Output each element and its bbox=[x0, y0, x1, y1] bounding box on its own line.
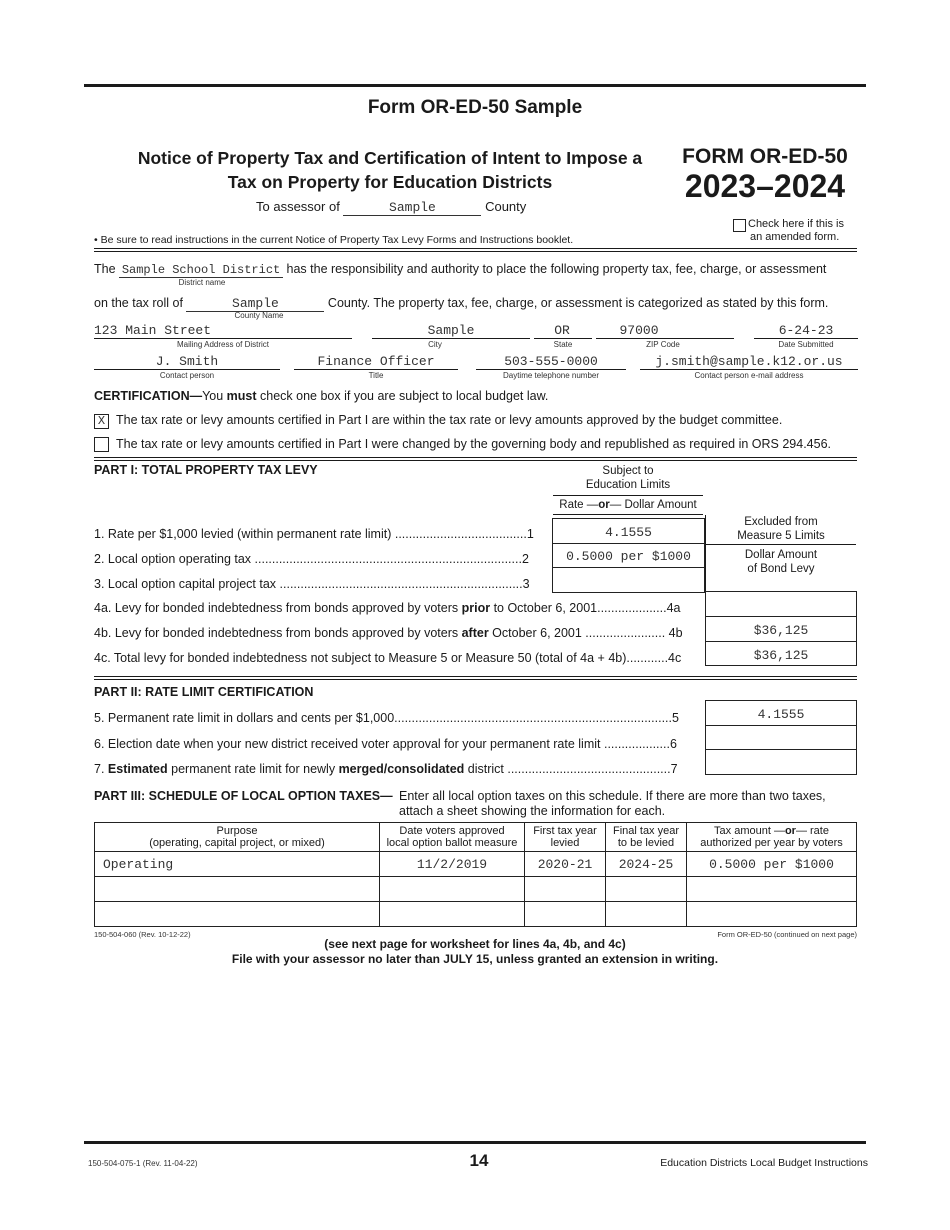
doc-number: 150-504-075-1 (Rev. 11-04-22) bbox=[88, 1159, 198, 1168]
row-date-cell[interactable] bbox=[380, 877, 525, 902]
form-number: 150-504-060 (Rev. 10-12-22) bbox=[94, 930, 191, 939]
rate-header-rule bbox=[553, 514, 703, 515]
county-suffix: County bbox=[485, 199, 527, 214]
city-field[interactable]: Sample bbox=[427, 323, 475, 338]
excluded-header-line2: Measure 5 Limits bbox=[737, 530, 825, 542]
tax-roll-suffix: County. The property tax, fee, charge, or assessment is categorized as stated by this form. bbox=[327, 296, 829, 310]
certification-option2-text: The tax rate or levy amounts certified in Part I were changed by the governing body and republished as required in ORS 294.456. bbox=[116, 437, 832, 451]
col-amount-header bbox=[687, 823, 857, 852]
notice-title-line2: Tax on Property for Education Districts bbox=[227, 172, 553, 192]
line7-mid: permanent rate limit for newly bbox=[167, 762, 339, 776]
bond-header-line2: of Bond Levy bbox=[747, 563, 815, 575]
email-underline bbox=[640, 369, 858, 370]
line7-num: 7. bbox=[94, 762, 108, 776]
zip-underline bbox=[596, 338, 734, 339]
county-name-caption: County Name bbox=[234, 311, 284, 320]
notice-title bbox=[120, 146, 660, 194]
row-date-cell[interactable] bbox=[380, 902, 525, 927]
certification-intro-b: check one box if you are subject to local budget law. bbox=[256, 389, 549, 403]
phone-underline bbox=[476, 369, 626, 370]
rate-header bbox=[553, 499, 703, 511]
line4a-label bbox=[94, 601, 680, 615]
schedule-header-row bbox=[95, 823, 857, 852]
col-amount-line2: authorized per year by voters bbox=[700, 837, 843, 849]
district-name-field[interactable]: Sample School District bbox=[119, 263, 283, 278]
row-amount-cell[interactable]: 0.5000 per $1000 bbox=[687, 852, 857, 877]
line4a-box bbox=[705, 591, 857, 617]
col-date-header bbox=[380, 823, 525, 852]
col-final-line2: to be levied bbox=[617, 837, 675, 849]
line4c-value[interactable]: $36,125 bbox=[753, 648, 809, 663]
state-underline bbox=[534, 338, 592, 339]
certification-option1-text: The tax rate or levy amounts certified in Part I are within the tax rate or levy amounts approved by the budget committee. bbox=[116, 413, 783, 427]
line7-box bbox=[705, 749, 857, 775]
amended-label-line2: an amended form. bbox=[750, 231, 840, 243]
col-date-line1: Date voters approved bbox=[399, 825, 505, 837]
excluded-header-line1: Excluded from bbox=[744, 516, 818, 528]
line5-value[interactable]: 4.1555 bbox=[757, 707, 805, 722]
phone-caption: Daytime telephone number bbox=[502, 371, 600, 380]
table-row bbox=[95, 877, 857, 902]
line4b-label bbox=[94, 626, 683, 640]
amended-checkbox[interactable] bbox=[733, 219, 746, 232]
part3-heading: PART III: SCHEDULE OF LOCAL OPTION TAXES— bbox=[94, 789, 393, 803]
responsibility-text: has the responsibility and authority to place the following property tax, fee, charge, or assessment bbox=[286, 262, 827, 276]
line7-end: district ...............................................7 bbox=[464, 762, 678, 776]
line6-label: 6. Election date when your new district received voter approval for your permanent rate limit ...................6 bbox=[94, 737, 677, 751]
line1-label: 1. Rate per $1,000 levied (within permanent rate limit) ......................................1 bbox=[94, 527, 534, 541]
phone-field[interactable]: 503-555-0000 bbox=[504, 354, 598, 369]
col-purpose-line2: (operating, capital project, or mixed) bbox=[149, 837, 325, 849]
excluded-header-rule bbox=[706, 544, 856, 545]
col-amount-a: Tax amount — bbox=[714, 825, 785, 837]
title-caption: Title bbox=[368, 371, 384, 380]
rate-header-b: — Dollar Amount bbox=[609, 499, 697, 511]
certification-intro bbox=[94, 389, 548, 403]
city-underline bbox=[372, 338, 530, 339]
certification-heading: CERTIFICATION— bbox=[94, 389, 203, 403]
mailing-address-field[interactable]: 123 Main Street bbox=[94, 323, 212, 338]
col-first-line2: levied bbox=[550, 837, 580, 849]
continued-note: Form OR-ED-50 (continued on next page) bbox=[717, 930, 857, 939]
booklet-title: Education Districts Local Budget Instructions bbox=[660, 1157, 868, 1169]
certification-option1-checkbox[interactable]: X bbox=[94, 414, 109, 429]
top-rule bbox=[84, 84, 866, 87]
certification-must: must bbox=[226, 389, 257, 403]
contact-person-caption: Contact person bbox=[159, 371, 215, 380]
amended-label-line1: Check here if this is bbox=[748, 218, 844, 230]
assessor-county-field[interactable]: Sample bbox=[343, 200, 481, 216]
col-first-line1: First tax year bbox=[533, 825, 597, 837]
mailing-address-caption: Mailing Address of District bbox=[176, 340, 270, 349]
form-name: FORM OR-ED-50 bbox=[682, 145, 848, 168]
row-date-cell[interactable]: 11/2/2019 bbox=[380, 852, 525, 877]
part3-intro-line2: attach a sheet showing the information for each. bbox=[399, 804, 666, 818]
state-caption: State bbox=[553, 340, 573, 349]
row-purpose-cell[interactable] bbox=[95, 877, 380, 902]
line1-value[interactable]: 4.1555 bbox=[605, 525, 652, 540]
to-assessor-prefix: To assessor of bbox=[256, 199, 340, 214]
row-purpose-cell[interactable] bbox=[95, 902, 380, 927]
line2-label: 2. Local option operating tax .............................................................................2 bbox=[94, 552, 529, 566]
to-assessor-line bbox=[256, 199, 526, 216]
state-field[interactable]: OR bbox=[554, 323, 570, 338]
line4b-value[interactable]: $36,125 bbox=[753, 623, 809, 638]
part3-intro-line1: Enter all local option taxes on this schedule. If there are more than two taxes, bbox=[399, 789, 826, 803]
bottom-rule bbox=[84, 1141, 866, 1144]
bond-header bbox=[706, 548, 856, 576]
row-final-cell[interactable]: 2024-25 bbox=[606, 852, 687, 877]
see-next-note: (see next page for worksheet for lines 4a, 4b, and 4c) bbox=[324, 937, 626, 951]
line4a-bold: prior bbox=[461, 601, 491, 615]
row-final-cell[interactable] bbox=[606, 877, 687, 902]
page-title: Form OR-ED-50 Sample bbox=[367, 97, 583, 118]
email-field[interactable]: j.smith@sample.k12.or.us bbox=[655, 354, 843, 369]
title-underline bbox=[294, 369, 458, 370]
line7-bold2: merged/consolidated bbox=[338, 762, 465, 776]
row-first-cell[interactable] bbox=[525, 902, 606, 927]
col-purpose-header bbox=[95, 823, 380, 852]
city-caption: City bbox=[428, 340, 442, 349]
line3-label: 3. Local option capital project tax ......................................................................3 bbox=[94, 577, 530, 591]
part1-heading: PART I: TOTAL PROPERTY TAX LEVY bbox=[94, 463, 318, 477]
contact-underline bbox=[94, 369, 280, 370]
title-field[interactable]: Finance Officer bbox=[317, 354, 435, 369]
double-rule-bottom bbox=[94, 251, 857, 252]
notice-title-line1: Notice of Property Tax and Certification of Intent to Impose a bbox=[137, 148, 643, 168]
address-underline bbox=[94, 338, 352, 339]
col-purpose-line1: Purpose bbox=[216, 825, 258, 837]
tax-roll-line bbox=[94, 296, 828, 312]
row-final-cell[interactable] bbox=[606, 902, 687, 927]
line5-label: 5. Permanent rate limit in dollars and cents per $1,000................................................................................5 bbox=[94, 711, 679, 725]
col-amount-line1 bbox=[689, 825, 854, 837]
col-final-header bbox=[606, 823, 687, 852]
date-submitted-field[interactable]: 6-24-23 bbox=[778, 323, 834, 338]
col-first-header bbox=[525, 823, 606, 852]
row-purpose-cell[interactable]: Operating bbox=[95, 852, 380, 877]
certification-option2-checkbox[interactable] bbox=[94, 437, 109, 452]
part2-rule-top bbox=[94, 676, 857, 677]
subject-header-line2: Education Limits bbox=[585, 479, 671, 491]
col-amount-or: or bbox=[784, 825, 796, 837]
table-row bbox=[95, 902, 857, 927]
bond-column-divider bbox=[705, 515, 706, 592]
district-name-caption: District name bbox=[178, 278, 226, 287]
line4a-a: 4a. Levy for bonded indebtedness from bonds approved by voters bbox=[94, 601, 462, 615]
district-the: The bbox=[94, 262, 116, 276]
row-first-cell[interactable]: 2020-21 bbox=[525, 852, 606, 877]
part3-intro bbox=[399, 789, 826, 819]
line7-label bbox=[94, 762, 678, 776]
subject-header-rule bbox=[553, 495, 703, 496]
instructions-note: • Be sure to read instructions in the current Notice of Property Tax Levy Forms and Instructions booklet. bbox=[94, 234, 574, 246]
line3-box bbox=[552, 567, 705, 593]
zip-field[interactable]: 97000 bbox=[619, 323, 659, 338]
row-first-cell[interactable] bbox=[525, 877, 606, 902]
page-number: 14 bbox=[469, 1151, 489, 1170]
line4b-a: 4b. Levy for bonded indebtedness from bonds approved by voters bbox=[94, 626, 462, 640]
certification-intro-a: You bbox=[202, 389, 227, 403]
date-underline bbox=[754, 338, 858, 339]
line4a-b: to October 6, 2001....................4a bbox=[490, 601, 681, 615]
line4b-b: October 6, 2001 ....................... 4b bbox=[488, 626, 683, 640]
district-line bbox=[94, 262, 826, 278]
contact-person-field[interactable]: J. Smith bbox=[155, 354, 219, 369]
local-option-schedule bbox=[94, 822, 857, 927]
file-with-note: File with your assessor no later than JULY 15, unless granted an extension in writing. bbox=[231, 952, 719, 966]
tax-roll-prefix: on the tax roll of bbox=[94, 296, 183, 310]
date-submitted-caption: Date Submitted bbox=[778, 340, 834, 349]
row-amount-cell[interactable] bbox=[687, 902, 857, 927]
subject-header bbox=[553, 464, 703, 492]
line4b-bold: after bbox=[461, 626, 489, 640]
line6-box bbox=[705, 725, 857, 750]
part1-rule-bottom bbox=[94, 460, 857, 461]
rate-header-a: Rate — bbox=[559, 499, 599, 511]
county-name-field[interactable]: Sample bbox=[186, 296, 324, 312]
double-rule-top bbox=[94, 248, 857, 249]
amended-label bbox=[748, 218, 844, 244]
table-row bbox=[95, 852, 857, 877]
zip-caption: ZIP Code bbox=[646, 340, 680, 349]
line4c-label: 4c. Total levy for bonded indebtedness not subject to Measure 5 or Measure 50 (total of 4a + 4b)............4c bbox=[94, 651, 682, 665]
email-caption: Contact person e-mail address bbox=[694, 371, 804, 380]
bond-header-line1: Dollar Amount bbox=[744, 549, 818, 561]
form-year: 2023–2024 bbox=[684, 168, 846, 204]
col-final-line1: Final tax year bbox=[612, 825, 680, 837]
line2-value[interactable]: 0.5000 per $1000 bbox=[566, 549, 691, 564]
line7-bold1: Estimated bbox=[107, 762, 168, 776]
col-amount-b: — rate bbox=[795, 825, 829, 837]
part1-rule-top bbox=[94, 457, 857, 458]
part2-heading: PART II: RATE LIMIT CERTIFICATION bbox=[94, 685, 314, 699]
rate-header-or: or bbox=[598, 499, 610, 511]
subject-header-line1: Subject to bbox=[602, 465, 654, 477]
part2-rule-bottom bbox=[94, 679, 857, 680]
excluded-header bbox=[706, 515, 856, 543]
col-date-line2: local option ballot measure bbox=[386, 837, 518, 849]
row-amount-cell[interactable] bbox=[687, 877, 857, 902]
